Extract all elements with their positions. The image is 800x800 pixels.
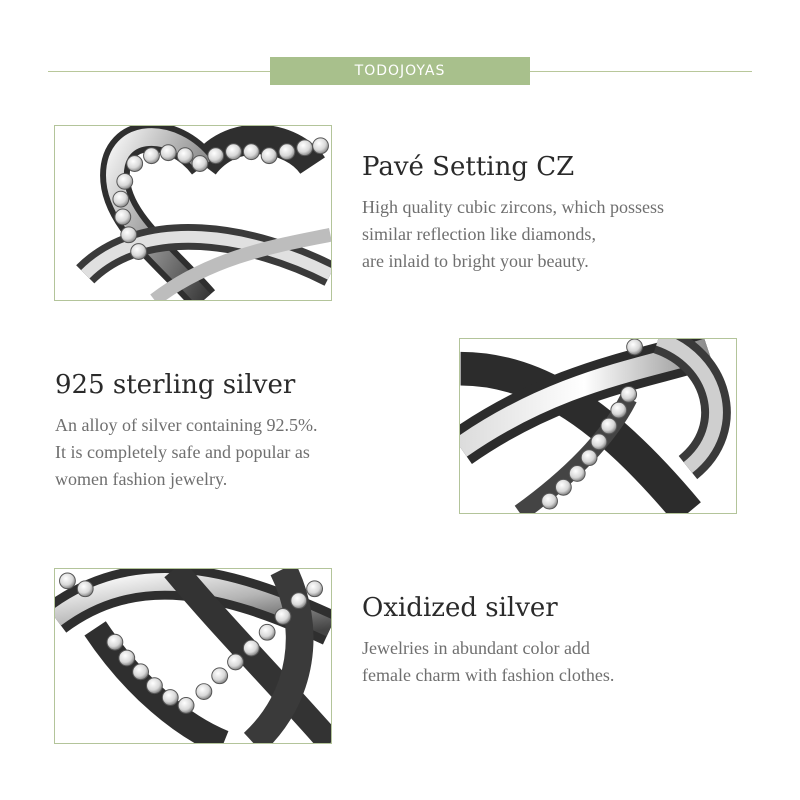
brand-name: TODOJOYAS: [354, 63, 446, 79]
sterling-silver-photo: [459, 338, 737, 514]
feature-line: Jewelries in abundant color add: [362, 638, 590, 658]
pave-setting-photo: [54, 125, 332, 301]
feature-description: [55, 412, 317, 493]
feature-title: Oxidized silver: [362, 593, 558, 623]
feature-pave-setting: [362, 152, 664, 275]
feature-oxidized-silver: [362, 593, 614, 689]
feature-line: women fashion jewelry.: [55, 469, 228, 489]
feature-line: An alloy of silver containing 92.5%.: [55, 415, 318, 435]
feature-title: Pavé Setting CZ: [362, 152, 575, 182]
oxidized-heart-closeup-icon: [55, 569, 331, 743]
feature-description: [362, 194, 664, 275]
feature-line: female charm with fashion clothes.: [362, 665, 615, 685]
feature-line: It is completely safe and popular as: [55, 442, 310, 462]
feature-title: 925 sterling silver: [55, 370, 296, 400]
feature-line: similar reflection like diamonds,: [362, 224, 596, 244]
oxidized-silver-photo: [54, 568, 332, 744]
pave-heart-closeup-icon: [55, 126, 331, 300]
feature-line: are inlaid to bright your beauty.: [362, 251, 589, 271]
brand-banner: [270, 57, 530, 85]
feature-line: High quality cubic zircons, which possess: [362, 197, 664, 217]
infinity-band-closeup-icon: [460, 339, 736, 513]
header-divider-right: [530, 71, 752, 72]
header-divider-left: [48, 71, 270, 72]
feature-description: [362, 635, 614, 689]
feature-sterling-silver: [55, 370, 317, 493]
